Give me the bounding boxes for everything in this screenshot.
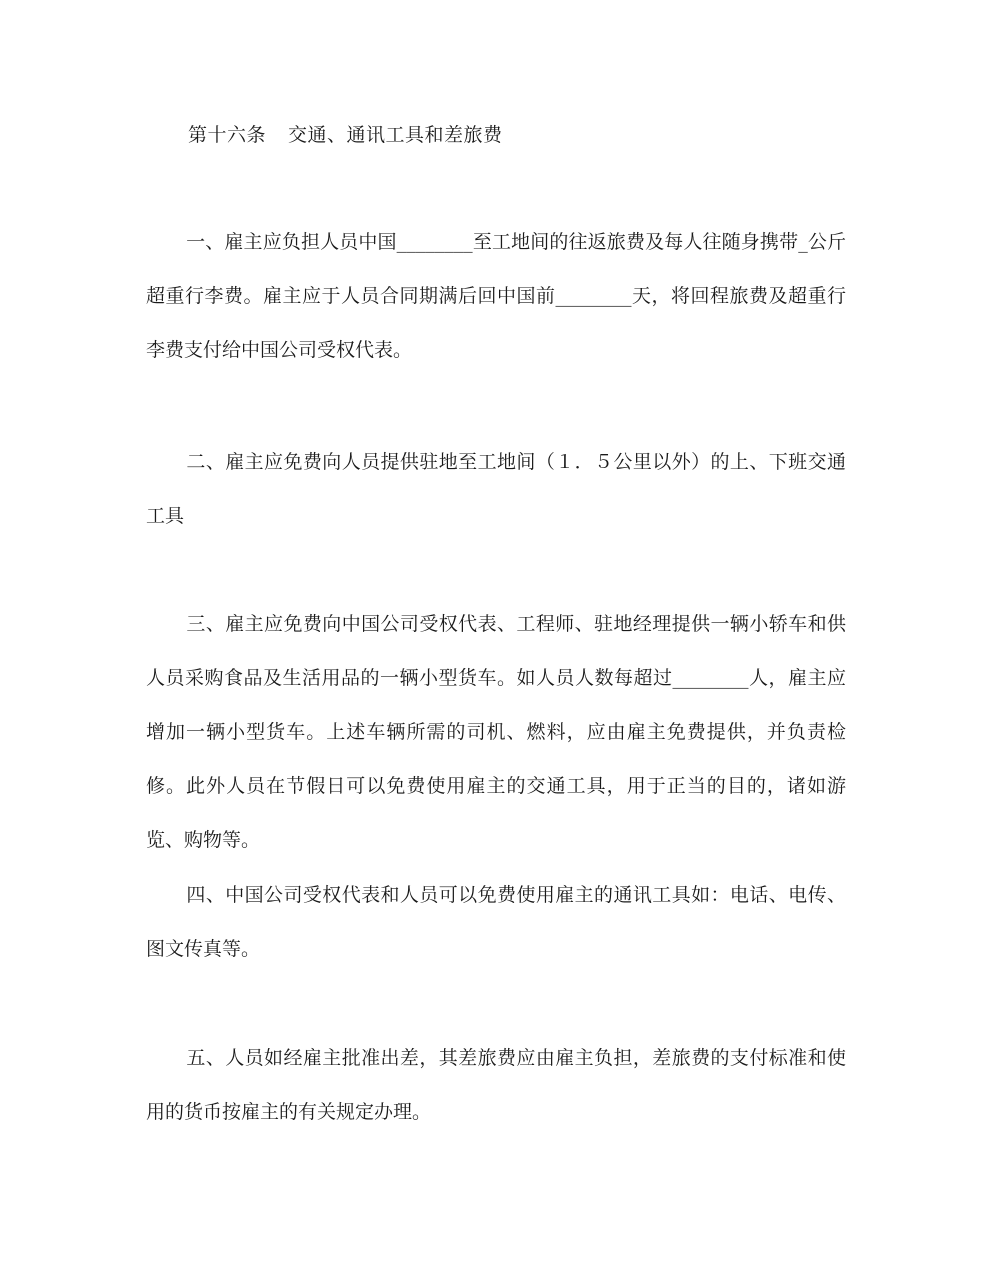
paragraph-1-text: 一、雇主应负担人员中国________至工地间的往返旅费及每人往随身携带_公斤超重行李费。雇主应于人员合同期满后回中国前________天，将回程旅费及超重行李费支付给中国公司受权代表。 — [146, 231, 846, 361]
paragraph-5 — [146, 1031, 846, 1139]
paragraph-1 — [146, 215, 846, 377]
article-title: 交通、通讯工具和差旅费 — [288, 124, 503, 146]
paragraph-5-text: 五、人员如经雇主批准出差，其差旅费应由雇主负担，差旅费的支付标准和使用的货币按雇主的有关规定办理。 — [146, 1047, 846, 1123]
paragraph-3-text: 三、雇主应免费向中国公司受权代表、工程师、驻地经理提供一辆小轿车和供人员采购食品及生活用品的一辆小型货车。如人员人数每超过________人，雇主应增加一辆小型货车。上述车辆所需的司机、燃料，应由雇主免费提供，并负责检修。此外人员在节假日可以免费使用雇主的交通工具，用于正当的目的，诸如游览、购物等。 — [146, 613, 846, 851]
paragraph-2-text: 二、雇主应免费向人员提供驻地至工地间（１．５公里以外）的上、下班交通工具 — [146, 451, 846, 527]
article-heading — [188, 120, 503, 150]
paragraph-4-text: 四、中国公司受权代表和人员可以免费使用雇主的通讯工具如：电话、电传、图文传真等。 — [146, 884, 846, 960]
paragraph-2 — [146, 435, 846, 543]
paragraph-4 — [146, 868, 846, 976]
article-number: 第十六条 — [188, 124, 267, 146]
paragraph-3 — [146, 597, 846, 867]
